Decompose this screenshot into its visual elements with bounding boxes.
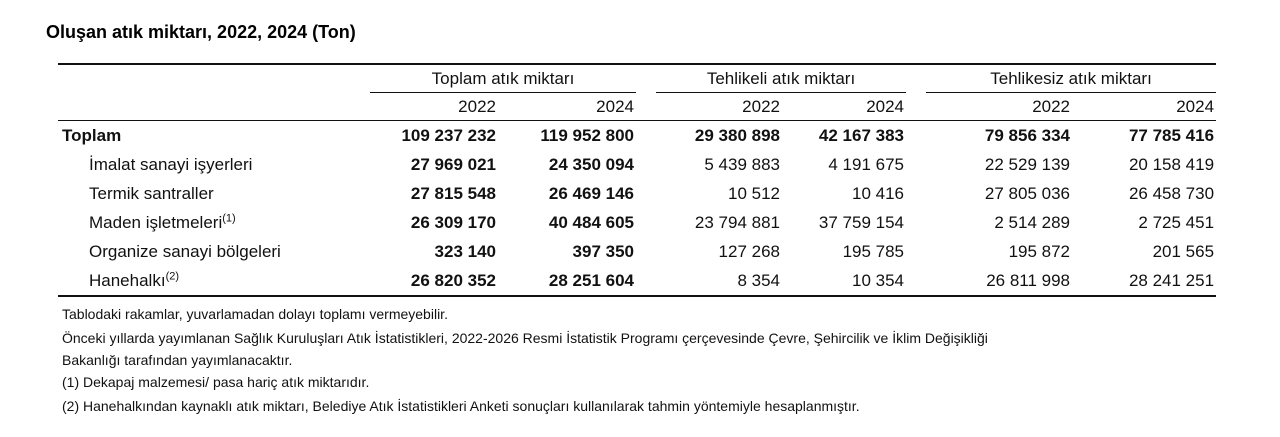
footnote-1: (1) Dekapaj malzemesi/ pasa hariç atık miktarıdır. xyxy=(62,374,370,390)
table-cell: 40 484 605 xyxy=(548,212,634,232)
table-cell: 24 350 094 xyxy=(548,154,634,174)
note-health-stats-cont: Bakanlığı tarafından yayımlanacaktır. xyxy=(62,352,293,368)
table-cell: 26 458 730 xyxy=(1128,183,1215,203)
group-header-nonhazardous: Tehlikesiz atık miktarı xyxy=(926,64,1216,93)
year-header: 2022 xyxy=(656,93,782,121)
note-rounding: Tablodaki rakamlar, yuvarlamadan dolayı toplamı vermeyebilir. xyxy=(62,306,448,322)
footnote-marker: (2) xyxy=(165,269,180,282)
group-header-hazardous: Tehlikeli atık miktarı xyxy=(656,64,906,93)
table-cell: 109 237 232 xyxy=(401,125,496,145)
year-header: 2024 xyxy=(782,93,906,121)
table-cell: 79 856 334 xyxy=(984,125,1071,145)
table-title: Oluşan atık miktarı, 2022, 2024 (Ton) xyxy=(46,22,356,42)
table-cell: 27 969 021 xyxy=(410,154,496,174)
table-cell: 195 785 xyxy=(842,241,905,261)
row-label: İmalat sanayi işyerleri xyxy=(89,154,253,174)
table-cell: 77 785 416 xyxy=(1128,125,1215,145)
table-cell: 37 759 154 xyxy=(818,212,905,232)
table-row xyxy=(58,208,1216,237)
table-cell: 10 512 xyxy=(728,183,780,203)
table-cell: 20 158 419 xyxy=(1128,154,1215,174)
row-label: Hanehalkı$^{(2)}$ xyxy=(58,266,370,296)
table-cell: 26 309 170 xyxy=(410,212,496,232)
table-cell: 27 805 036 xyxy=(984,183,1071,203)
table-cell: 29 380 898 xyxy=(694,125,780,145)
table-cell: 127 268 xyxy=(718,241,780,261)
table-cell: 22 529 139 xyxy=(984,154,1071,174)
row-label: Organize sanayi bölgeleri xyxy=(89,241,281,261)
table-cell: 26 820 352 xyxy=(370,266,498,296)
table-notes xyxy=(62,303,1232,417)
header-year-row xyxy=(58,93,1216,121)
note-health-stats: Önceki yıllarda yayımlanan Sağlık Kuruluşları Atık İstatistikleri, 2022-2026 Resmi İstatistik Programı çerçevesinde Çevre, Şehircilik ve İklim Değişikliği xyxy=(62,330,988,346)
table-cell: 26 469 146 xyxy=(548,183,634,203)
table-cell: 4 191 675 xyxy=(828,154,905,174)
row-label: Maden işletmeleri$^{(1)}$ xyxy=(89,211,236,232)
footnote-2: (2) Hanehalkından kaynaklı atık miktarı, Belediye Atık İstatistikleri Anketi sonuçları kullanılarak tahmin yöntemiyle hesaplanmıştır. xyxy=(62,398,860,414)
year-header: 2024 xyxy=(1072,93,1216,121)
table-row xyxy=(58,266,1216,296)
table-row xyxy=(58,179,1216,208)
waste-table xyxy=(58,63,1216,297)
table-row-total xyxy=(58,121,1216,151)
table-cell: 201 565 xyxy=(1152,241,1215,261)
table-row xyxy=(58,150,1216,179)
row-label: Termik santraller xyxy=(89,183,214,203)
table-cell: 2 725 451 xyxy=(1138,212,1215,232)
header-group-row xyxy=(58,64,1216,93)
table-cell: 119 952 800 xyxy=(540,125,634,145)
table-cell: 8 354 xyxy=(656,266,782,296)
table-cell: 27 815 548 xyxy=(410,183,496,203)
table-cell: 28 241 251 xyxy=(1072,266,1216,296)
group-header-total: Toplam atık miktarı xyxy=(370,64,636,93)
table-cell: 195 872 xyxy=(1008,241,1071,261)
table-cell: 28 251 604 xyxy=(498,266,636,296)
table-cell: 5 439 883 xyxy=(704,154,780,174)
table-cell: 10 416 xyxy=(852,183,905,203)
year-header: 2022 xyxy=(370,93,498,121)
year-header: 2022 xyxy=(926,93,1072,121)
table-cell: 10 354 xyxy=(782,266,906,296)
table-cell: 23 794 881 xyxy=(694,212,780,232)
row-label: Toplam xyxy=(62,125,122,145)
table-cell: 323 140 xyxy=(434,241,496,261)
table-cell: 397 350 xyxy=(572,241,634,261)
year-header: 2024 xyxy=(498,93,636,121)
table-cell: 42 167 383 xyxy=(818,125,905,145)
footnote-marker: (1) xyxy=(222,211,236,224)
table-cell: 26 811 998 xyxy=(926,266,1072,296)
table-cell: 2 514 289 xyxy=(994,212,1071,232)
table-row xyxy=(58,237,1216,266)
